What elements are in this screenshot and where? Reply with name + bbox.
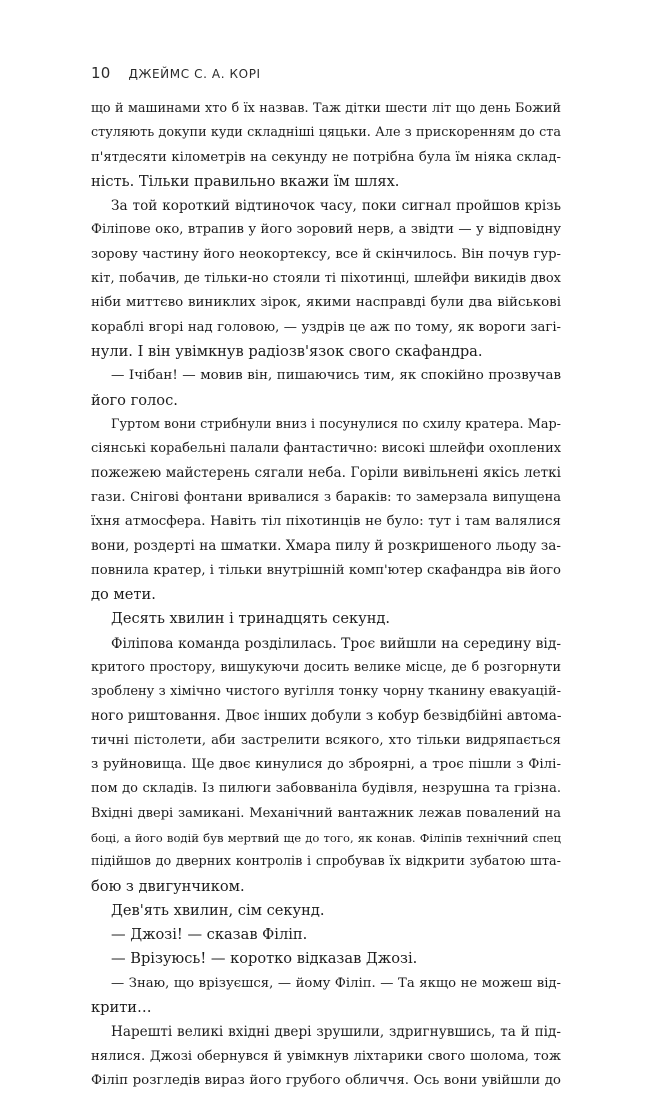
text-line: що й машинами хто б їх назвав. Таж дітки шести літ що день Божий bbox=[91, 101, 561, 116]
text-line: пожежею майстерень сягали неба. Горіли вивільнені якісь леткі bbox=[91, 465, 561, 482]
text-line: п'ятдесяти кілометрів на секунду не потрібна була їм ніяка склад- bbox=[91, 149, 561, 165]
body-text bbox=[91, 97, 561, 1093]
text-line: — Ічібан! — мовив він, пишаючись тим, як спокійно прозвучав bbox=[111, 368, 561, 384]
text-line: стуляють докупи куди складніші цяцьки. Але з прискоренням до ста bbox=[91, 125, 561, 141]
text-line: Філіп розгледів вираз його грубого обличчя. Ось вони увійшли до bbox=[91, 1072, 561, 1088]
text-line: підійшов до дверних контролів і спробував їх відкрити зубатою шта- bbox=[91, 854, 561, 870]
text-line: ність. Тільки правильно вкажи їм шлях. bbox=[91, 172, 400, 190]
text-line: — Джозі! — сказав Філіп. bbox=[111, 926, 308, 944]
text-line: сіянські корабельні палали фантастично: високі шлейфи охоплених bbox=[91, 441, 562, 457]
text-line: Нарешті великі вхідні двері зрушили, здригнувшись, та й під- bbox=[111, 1024, 561, 1041]
text-line: ніби миттєво виниклих зірок, якими насправді були два військові bbox=[91, 295, 561, 311]
text-line: кіт, побачив, де тільки-но стояли ті піхотинці, шлейфи викидів двох bbox=[91, 271, 561, 287]
text-line: їхня атмосфера. Навіть тіл піхотинців не було: тут і там валялися bbox=[91, 514, 561, 530]
text-line: За той короткий відтиночок часу, поки сигнал пройшов крізь bbox=[111, 198, 561, 215]
text-line: бою з двигунчиком. bbox=[91, 877, 245, 895]
text-line: — Знаю, що врізуєшся, — йому Філіп. — Та якщо не можеш від- bbox=[111, 975, 561, 991]
text-line: зроблену з хімічно чистого вугілля тонку чорну тканину евакуацій- bbox=[91, 684, 561, 700]
text-line: ного риштовання. Двоє інших добули з кобур безвідбійні автома- bbox=[91, 708, 562, 725]
text-line: нули. І він увімкнув радіозв'язок свого скафандра. bbox=[91, 342, 483, 360]
text-line: його голос. bbox=[91, 391, 178, 409]
text-line: гази. Снігові фонтани вривалися з бараків: то замерзала випущена bbox=[91, 489, 561, 505]
text-line: критого простору, вишукуючи досить велике місце, де б розгорнути bbox=[91, 659, 561, 675]
text-line: вони, роздерті на шматки. Хмара пилу й розкришеного льоду за- bbox=[91, 538, 561, 555]
text-line: кораблі вгорі над головою, — уздрів це аж по тому, як вороги загі- bbox=[91, 319, 561, 335]
text-line: тичні пістолети, аби застрелити всякого, хто тільки видряпається bbox=[91, 732, 561, 748]
text-line: Філіпова команда розділилась. Троє вийшли на середину від- bbox=[111, 635, 561, 652]
text-line: пом до складів. Із пилюги забовваніла будівля, незрушна та грізна. bbox=[91, 781, 561, 797]
page-number: 10 bbox=[91, 64, 111, 82]
text-line: з руйновища. Ще двоє кинулися до зброярні, а троє пішли з Філі- bbox=[91, 757, 561, 773]
text-line: Гуртом вони стрибнули вниз і посунулися по схилу кратера. Мар- bbox=[111, 416, 561, 432]
text-line: до мети. bbox=[91, 585, 156, 603]
text-line: Дев'ять хвилин, сім секунд. bbox=[111, 901, 325, 919]
author-name: ДЖЕЙМС С. А. КОРІ bbox=[128, 67, 261, 81]
text-line: — Врізуюсь! — коротко відказав Джозі. bbox=[111, 950, 418, 968]
text-line: повнила кратер, і тільки внутрішній комп'ютер скафандра вів його bbox=[91, 562, 561, 578]
text-line: Філіпове око, втрапив у його зоровий нерв, а звідти — у відповідну bbox=[91, 222, 561, 238]
running-head bbox=[91, 64, 261, 86]
text-line: зорову частину його неокортексу, все й скінчилось. Він почув гур- bbox=[91, 246, 561, 262]
text-line: крити… bbox=[91, 998, 152, 1016]
text-line: Десять хвилин і тринадцять секунд. bbox=[111, 610, 391, 628]
text-line: Вхідні двері замикані. Механічний вантажник лежав повалений на bbox=[91, 805, 561, 821]
text-line: нялися. Джозі обернувся й увімкнув ліхтарики свого шолома, тож bbox=[91, 1048, 561, 1064]
text-line: боці, а його водій був мертвий ще до того, як конав. Філіпів технічний спец bbox=[91, 830, 561, 845]
